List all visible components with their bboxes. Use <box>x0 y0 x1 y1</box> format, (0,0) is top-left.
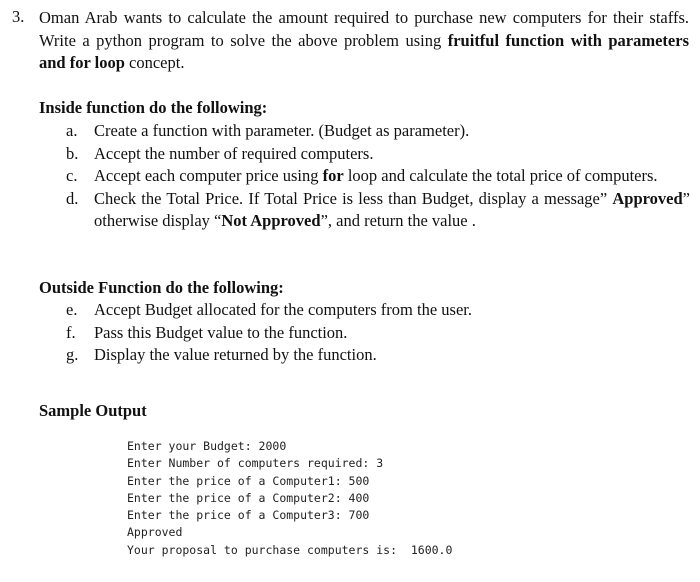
intro-text-1: Oman Arab wants to calculate the amount required to purchase new computers for their staffs. Write a python program to solve the above problem using <box>39 8 689 50</box>
item-text: Accept Budget allocated for the computers from the user. <box>94 300 472 319</box>
code-line: Enter the price of a Computer3: 700 <box>127 508 370 523</box>
item-text-bold: Approved <box>612 188 683 208</box>
item-text-part: loop and calculate the total price of computers. <box>343 166 658 185</box>
question-number: 3. <box>12 7 25 26</box>
list-item-a <box>66 120 690 143</box>
question-intro <box>39 7 689 75</box>
list-item-f <box>66 322 690 345</box>
list-item-e <box>66 299 690 322</box>
sample-output-heading: Sample Output <box>39 401 147 420</box>
code-line: Enter the price of a Computer2: 400 <box>127 490 370 505</box>
list-item-d <box>66 188 690 233</box>
item-text: Display the value returned by the function. <box>94 345 377 364</box>
item-text-bold: for <box>322 166 344 185</box>
item-text <box>94 165 690 188</box>
list-item-b <box>66 143 690 166</box>
code-line: Enter the price of a Computer1: 500 <box>127 473 370 488</box>
outside-list <box>66 299 690 367</box>
code-line: Enter your Budget: 2000 <box>127 439 287 453</box>
item-text: Create a function with parameter. (Budget as parameter). <box>94 121 470 140</box>
item-text-bold: Not Approved <box>221 211 321 230</box>
sample-output-code <box>127 438 452 559</box>
list-item-g <box>66 344 690 367</box>
item-label: c. <box>66 166 78 185</box>
item-label: e. <box>66 300 78 319</box>
item-label: b. <box>66 143 79 163</box>
intro-text-2: concept. <box>124 53 185 72</box>
item-text-part: ” otherwise display “ <box>94 188 690 230</box>
inside-heading: Inside function do the following: <box>39 98 268 117</box>
inside-list <box>66 120 690 233</box>
item-text-part: ”, and return the value . <box>320 211 476 230</box>
outside-heading: Outside Function do the following: <box>39 278 284 297</box>
code-line: Your proposal to purchase computers is: 1600.0 <box>127 542 453 557</box>
item-label: f. <box>66 322 76 342</box>
item-text: Accept the number of required computers. <box>94 143 374 163</box>
code-line: Approved <box>127 525 183 540</box>
code-line: Enter Number of computers required: 3 <box>127 456 384 471</box>
item-label: g. <box>66 345 79 364</box>
list-item-c <box>66 165 690 188</box>
item-label: a. <box>66 121 78 140</box>
item-text-part: Check the Total Price. If Total Price is less than Budget, display a message” <box>94 188 613 208</box>
item-text <box>94 188 690 233</box>
item-text-part: Accept each computer price using <box>94 166 323 185</box>
intro-bold: fruitful function with parameters and for loop <box>39 30 689 72</box>
item-text: Pass this Budget value to the function. <box>94 322 348 342</box>
item-label: d. <box>66 188 79 208</box>
